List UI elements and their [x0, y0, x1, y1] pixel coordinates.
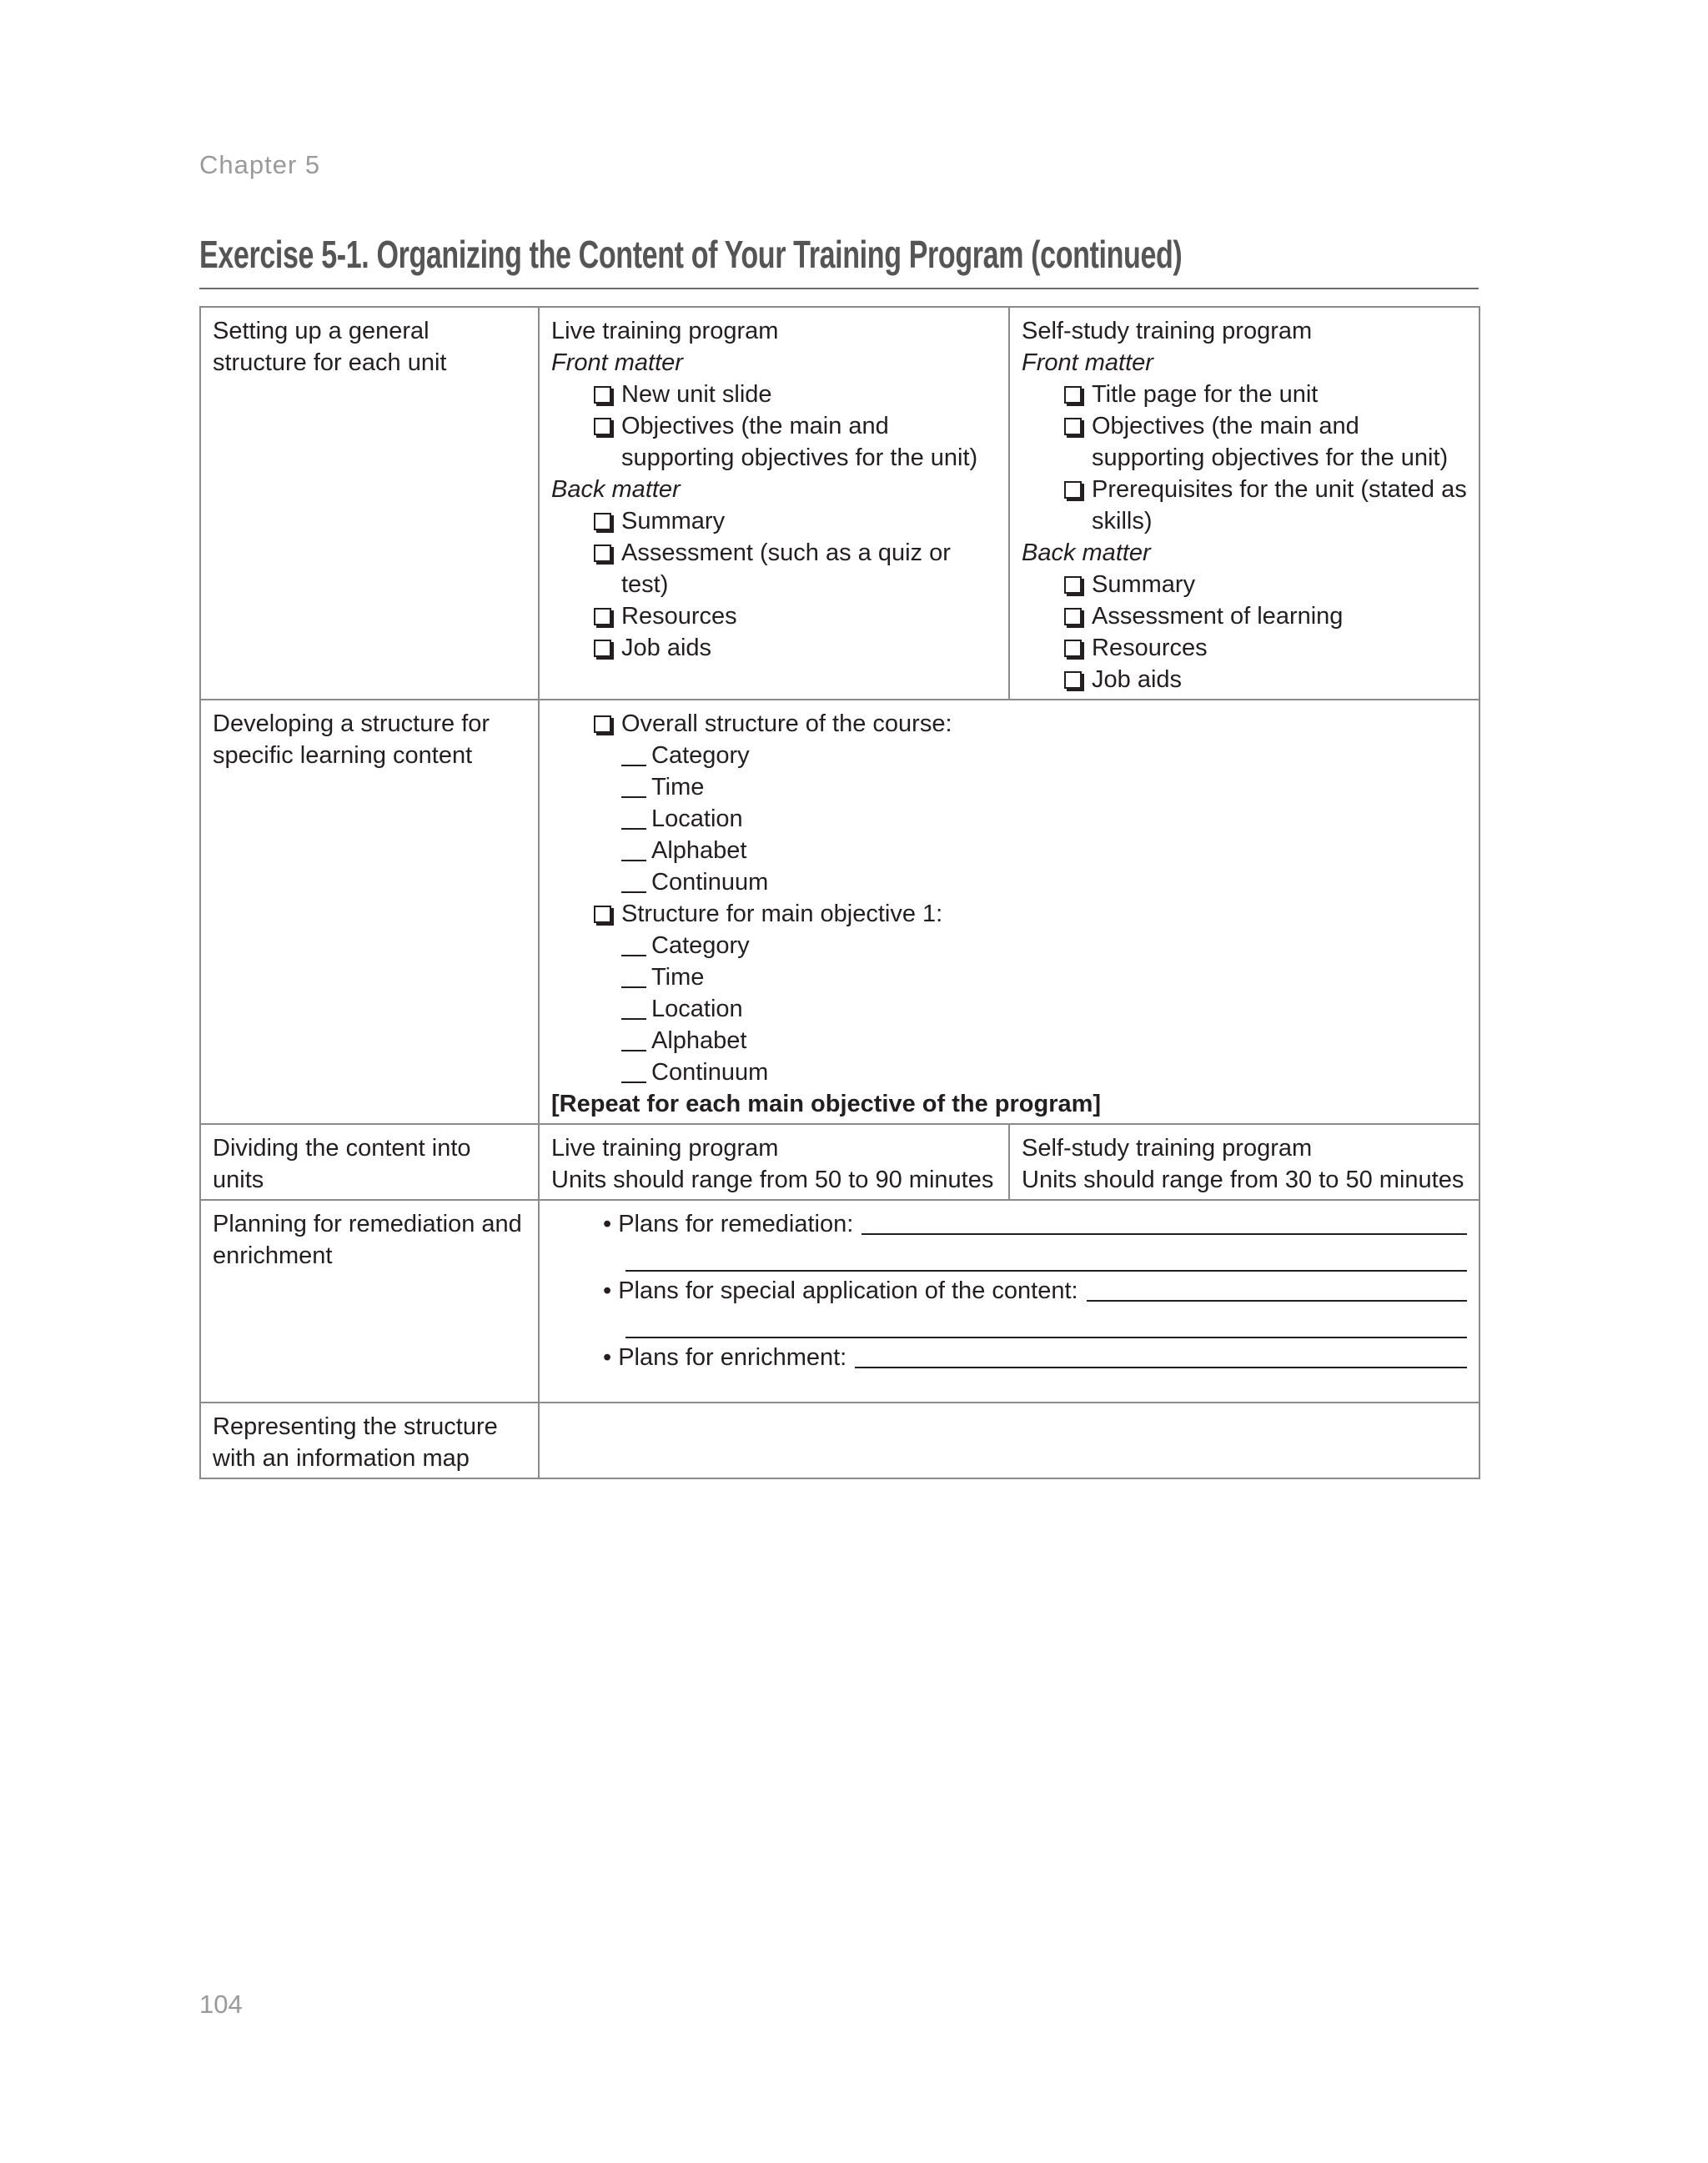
table-row	[200, 1403, 1479, 1478]
write-in-line[interactable]	[625, 1307, 1467, 1338]
option-label: Location	[651, 996, 743, 1022]
front-matter-label: Front matter	[1022, 349, 1153, 376]
front-matter-label: Front matter	[551, 349, 683, 376]
checklist-item-label: Job aids	[621, 635, 712, 661]
row-label-content-structure: Developing a structure for specific learning content	[200, 700, 539, 1124]
live-program-units	[539, 1124, 1009, 1200]
checklist-item[interactable]	[1022, 379, 1467, 410]
structure-option[interactable]	[551, 993, 1467, 1025]
checklist-item-label: Structure for main objective 1:	[621, 901, 943, 927]
blank-line[interactable]	[621, 1082, 646, 1083]
remediation-cell	[539, 1200, 1479, 1403]
self-study-heading: Self-study training program	[1022, 1135, 1313, 1162]
bullet-label: • Plans for enrichment:	[603, 1344, 847, 1371]
structure-option[interactable]	[551, 1056, 1467, 1088]
self-study-units	[1009, 1124, 1479, 1200]
blank-line[interactable]	[621, 860, 646, 861]
live-units-text: Units should range from 50 to 90 minutes	[551, 1167, 994, 1193]
repeat-note: [Repeat for each main objective of the program]	[551, 1091, 1102, 1117]
checkbox-icon[interactable]	[594, 608, 611, 625]
checklist-item-label: New unit slide	[621, 381, 772, 408]
structure-option[interactable]	[551, 866, 1467, 898]
table-row	[200, 700, 1479, 1124]
blank-line[interactable]	[621, 1050, 646, 1051]
checklist-item[interactable]	[1022, 474, 1467, 537]
structure-option[interactable]	[551, 771, 1467, 803]
checkbox-icon[interactable]	[594, 715, 611, 733]
checklist-item-label: Summary	[621, 508, 726, 534]
checklist-item[interactable]	[551, 537, 997, 600]
checklist-item-label: Assessment (such as a quiz or test)	[621, 539, 951, 598]
live-heading: Live training program	[551, 318, 779, 344]
option-label: Time	[651, 964, 705, 991]
checkbox-icon[interactable]	[1064, 481, 1082, 499]
checkbox-icon[interactable]	[1064, 640, 1082, 657]
checkbox-icon[interactable]	[594, 545, 611, 562]
remediation-plan[interactable]	[551, 1208, 1467, 1240]
checklist-item[interactable]	[551, 708, 1467, 740]
self-study-heading: Self-study training program	[1022, 318, 1313, 344]
checklist-item[interactable]	[551, 505, 997, 537]
checklist-item-label: Prerequisites for the unit (stated as skills)	[1092, 476, 1467, 534]
structure-option[interactable]	[551, 930, 1467, 961]
checkbox-icon[interactable]	[594, 418, 611, 435]
checklist-item-label: Objectives (the main and supporting objectives for the unit)	[621, 413, 978, 471]
checklist-item[interactable]	[1022, 569, 1467, 600]
option-label: Category	[651, 742, 750, 769]
structure-option[interactable]	[551, 835, 1467, 866]
special-application-plan[interactable]	[551, 1275, 1467, 1307]
bullet-label: • Plans for remediation:	[603, 1211, 854, 1237]
back-matter-label: Back matter	[551, 476, 681, 503]
bullet-label: • Plans for special application of the content:	[603, 1277, 1078, 1304]
checklist-item[interactable]	[551, 379, 997, 410]
structure-option[interactable]	[551, 740, 1467, 771]
checkbox-icon[interactable]	[1064, 576, 1082, 594]
checklist-item[interactable]	[551, 600, 997, 632]
checklist-item[interactable]	[1022, 664, 1467, 695]
checkbox-icon[interactable]	[1064, 671, 1082, 689]
enrichment-plan[interactable]	[551, 1342, 1467, 1373]
exercise-table	[199, 306, 1480, 1479]
checklist-item-label: Overall structure of the course:	[621, 710, 952, 737]
checklist-item[interactable]	[1022, 600, 1467, 632]
checklist-item[interactable]	[551, 898, 1467, 930]
blank-line[interactable]	[621, 986, 646, 988]
self-study-units-text: Units should range from 30 to 50 minutes	[1022, 1167, 1464, 1193]
row-label-units: Dividing the content into units	[200, 1124, 539, 1200]
row-label-info-map: Representing the structure with an information map	[200, 1403, 539, 1478]
blank-line[interactable]	[621, 765, 646, 766]
option-label: Alphabet	[651, 837, 747, 864]
info-map-cell[interactable]	[539, 1403, 1479, 1478]
blank-line[interactable]	[621, 828, 646, 830]
back-matter-label: Back matter	[1022, 539, 1151, 566]
write-in-line[interactable]	[855, 1367, 1467, 1368]
page-number: 104	[199, 1990, 243, 2019]
self-study-unit-structure	[1009, 307, 1479, 700]
blank-line[interactable]	[621, 1018, 646, 1020]
title-rule	[199, 288, 1479, 289]
checkbox-icon[interactable]	[1064, 418, 1082, 435]
write-in-line[interactable]	[1087, 1300, 1467, 1302]
checklist-item-label: Title page for the unit	[1092, 381, 1319, 408]
checklist-item-label: Objectives (the main and supporting objectives for the unit)	[1092, 413, 1449, 471]
checkbox-icon[interactable]	[594, 640, 611, 657]
table-row	[200, 307, 1479, 700]
option-label: Category	[651, 932, 750, 959]
checklist-item[interactable]	[551, 632, 997, 664]
structure-option[interactable]	[551, 961, 1467, 993]
structure-option[interactable]	[551, 803, 1467, 835]
chapter-header: Chapter 5	[199, 150, 321, 179]
live-program-unit-structure	[539, 307, 1009, 700]
blank-line[interactable]	[621, 796, 646, 798]
checklist-item[interactable]	[551, 410, 997, 474]
option-label: Continuum	[651, 869, 769, 896]
checklist-item-label: Resources	[621, 603, 737, 630]
checkbox-icon[interactable]	[594, 513, 611, 530]
content-structure-cell	[539, 700, 1479, 1124]
checkbox-icon[interactable]	[594, 386, 611, 404]
live-heading: Live training program	[551, 1135, 779, 1162]
checkbox-icon[interactable]	[1064, 386, 1082, 404]
checklist-item-label: Assessment of learning	[1092, 603, 1344, 630]
checklist-item[interactable]	[1022, 410, 1467, 474]
option-label: Continuum	[651, 1059, 769, 1086]
write-in-line[interactable]	[625, 1240, 1467, 1272]
checklist-item-label: Job aids	[1092, 666, 1183, 693]
option-label: Location	[651, 805, 743, 832]
row-label-unit-structure: Setting up a general structure for each unit	[200, 307, 539, 700]
exercise-title: Exercise 5-1. Organizing the Content of Your Training Program (continued)	[199, 233, 1183, 276]
checkbox-icon[interactable]	[1064, 608, 1082, 625]
write-in-line[interactable]	[862, 1233, 1467, 1235]
blank-line[interactable]	[621, 891, 646, 893]
structure-option[interactable]	[551, 1025, 1467, 1056]
table-row	[200, 1200, 1479, 1403]
row-label-remediation: Planning for remediation and enrichment	[200, 1200, 539, 1403]
checklist-item-label: Summary	[1092, 571, 1196, 598]
checklist-item[interactable]	[1022, 632, 1467, 664]
blank-line[interactable]	[621, 955, 646, 956]
table-row	[200, 1124, 1479, 1200]
option-label: Time	[651, 774, 705, 800]
checklist-item-label: Resources	[1092, 635, 1208, 661]
option-label: Alphabet	[651, 1027, 747, 1054]
checkbox-icon[interactable]	[594, 906, 611, 923]
